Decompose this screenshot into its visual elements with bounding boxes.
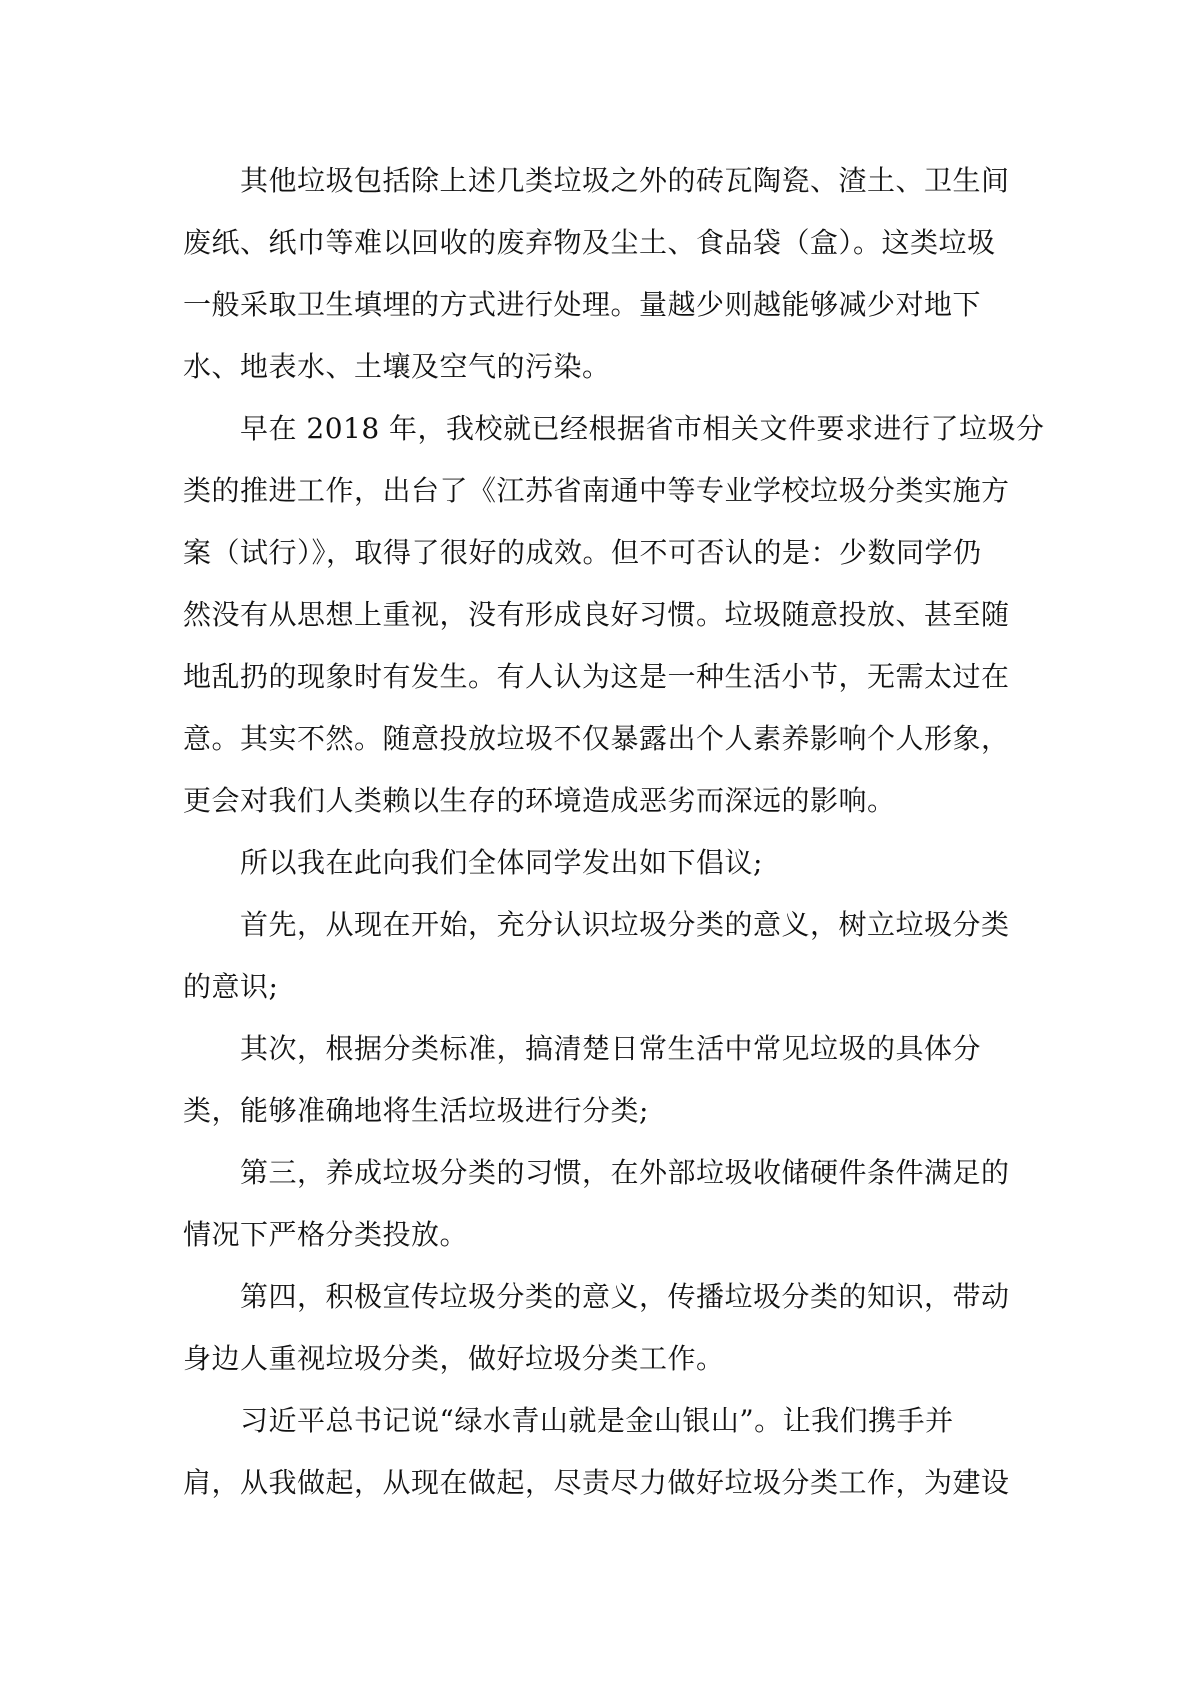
text-line: 地乱扔的现象时有发生。有人认为这是一种生活小节，无需太过在 — [183, 660, 1010, 693]
text-line: 肩，从我做起，从现在做起，尽责尽力做好垃圾分类工作，为建设 — [183, 1466, 1010, 1499]
text-line: 类的推进工作，出台了《江苏省南通中等专业学校垃圾分类实施方 — [183, 474, 1010, 507]
text-line: 一般采取卫生填埋的方式进行处理。量越少则越能够减少对地下 — [183, 288, 982, 321]
text-line: 其他垃圾包括除上述几类垃圾之外的砖瓦陶瓷、渣土、卫生间 — [240, 164, 1010, 197]
text-line: 然没有从思想上重视，没有形成良好习惯。垃圾随意投放、甚至随 — [183, 598, 1010, 631]
document-body — [183, 150, 1045, 1514]
text-line: 意。其实不然。随意投放垃圾不仅暴露出个人素养影响个人形象， — [183, 722, 1010, 755]
text-line: 更会对我们人类赖以生存的环境造成恶劣而深远的影响。 — [183, 784, 896, 817]
text-line: 情况下严格分类投放。 — [183, 1218, 469, 1251]
text-line: 水、地表水、土壤及空气的污染。 — [183, 350, 611, 383]
text-line: 首先，从现在开始，充分认识垃圾分类的意义，树立垃圾分类 — [240, 908, 1010, 941]
text-line: 其次，根据分类标准，搞清楚日常生活中常见垃圾的具体分 — [240, 1032, 982, 1065]
text-line: 所以我在此向我们全体同学发出如下倡议; — [240, 846, 763, 879]
text-line: 习近平总书记说“绿水青山就是金山银山”。让我们携手并 — [240, 1404, 954, 1437]
text-line: 的意识; — [183, 970, 279, 1003]
text-line: 废纸、纸巾等难以回收的废弃物及尘土、食品袋（盒）。这类垃圾 — [183, 226, 996, 259]
text-line: 早在 2018 年，我校就已经根据省市相关文件要求进行了垃圾分 — [240, 412, 1045, 445]
text-line: 第三，养成垃圾分类的习惯，在外部垃圾收储硬件条件满足的 — [240, 1156, 1010, 1189]
text-line: 身边人重视垃圾分类，做好垃圾分类工作。 — [183, 1342, 725, 1375]
text-line: 第四，积极宣传垃圾分类的意义，传播垃圾分类的知识，带动 — [240, 1280, 1010, 1313]
text-line: 案（试行）》，取得了很好的成效。但不可否认的是：少数同学仍 — [183, 536, 982, 569]
text-line: 类，能够准确地将生活垃圾进行分类; — [183, 1094, 649, 1127]
